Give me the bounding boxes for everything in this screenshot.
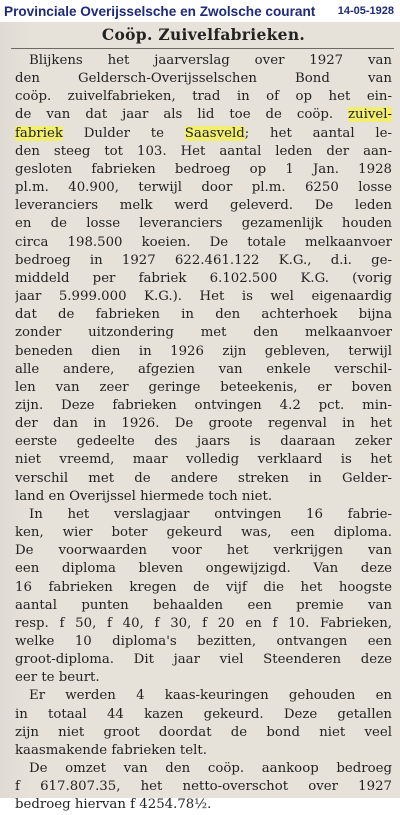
text-segment: aantal punten behaalden een premie van	[15, 597, 392, 613]
text-segment: een diploma bleven ongewijzigd. Van deze	[15, 561, 392, 577]
text-line	[15, 778, 392, 796]
highlighted-term: zuivel-	[348, 107, 392, 123]
highlighted-term: fabriek	[15, 125, 63, 141]
text-line	[15, 270, 392, 288]
text-segment: niet vreemd, maar volledig verklaard is het	[15, 452, 392, 468]
text-line	[15, 669, 392, 687]
highlighted-term: Saasveld	[184, 125, 245, 141]
newspaper-title: Provinciale Overijsselsche en Zwolsche courant	[4, 3, 316, 19]
text-line	[15, 615, 392, 633]
text-line	[15, 706, 392, 724]
text-segment: zijn. Deze fabrieken ontvingen 4.2 pct. min-	[15, 397, 392, 413]
text-line	[15, 106, 392, 124]
text-line	[15, 542, 392, 560]
text-line	[15, 524, 392, 542]
text-segment: Blijkens het jaarverslag over 1927 van	[29, 53, 392, 68]
text-line	[15, 796, 392, 814]
text-line	[15, 215, 392, 233]
article-paragraph	[15, 506, 392, 688]
text-segment: welke 10 diploma's bezitten, ontvangen een	[15, 634, 392, 649]
text-segment: ; het aantal le-	[244, 125, 392, 141]
text-line	[15, 252, 392, 270]
text-line	[15, 488, 392, 506]
text-line	[15, 343, 392, 361]
text-line	[15, 197, 392, 215]
text-line	[15, 234, 392, 252]
text-line	[15, 742, 392, 760]
text-segment: in totaal 44 kazen gekeurd. Deze getallen	[15, 706, 392, 722]
text-segment: bedroeg hiervan f 4254.78½.	[15, 797, 212, 813]
text-line	[15, 687, 392, 705]
text-line	[15, 415, 392, 433]
text-line	[15, 506, 392, 524]
text-line	[15, 361, 392, 379]
text-segment: len van zeer geringe beteekenis, er boven	[15, 379, 392, 395]
text-segment: bedroeg in 1927 622.461.122 K.G., d.i. ge-	[15, 252, 392, 268]
text-line	[15, 397, 392, 415]
text-segment: zijn niet groot doordat de bond niet veel	[15, 724, 392, 740]
text-segment: de van dat jaar als lid toe de coöp.	[15, 107, 349, 123]
headline-divider	[11, 48, 394, 49]
text-segment: beneden dien in 1926 zijn gebleven, terwijl	[15, 343, 392, 359]
text-line	[15, 579, 392, 597]
article-paragraph	[15, 52, 392, 506]
text-segment: 16 fabrieken kregen de vijf die het hoogste	[15, 579, 392, 595]
text-segment: resp. f 50, f 40, f 30, f 20 en f 10. Fabrieken,	[15, 615, 392, 631]
text-line	[15, 306, 392, 324]
article-headline: Coöp. Zuivelfabrieken.	[101, 25, 306, 44]
text-line	[15, 324, 392, 342]
text-segment: der dan in 1926. De groote regenval in het	[15, 416, 392, 432]
text-segment: eer te beurt.	[15, 670, 100, 686]
text-line	[15, 143, 392, 161]
text-segment: eerste gedeelte des jaars is daaraan zeker	[15, 434, 392, 450]
text-segment: ken, wier boter gekeurd was, een diploma.	[15, 525, 392, 541]
text-line	[15, 161, 392, 179]
text-segment: Er werden 4 kaas-keuringen gehouden en	[29, 688, 392, 704]
text-line	[15, 724, 392, 742]
text-segment: alle andere, afgezien van enkele verschil-	[15, 361, 392, 377]
text-segment: kaasmakende fabrieken telt.	[15, 742, 207, 758]
text-line	[15, 451, 392, 469]
text-segment: Dulder te	[62, 125, 185, 141]
text-line	[15, 433, 392, 451]
text-segment: jaar 5.999.000 K.G.). Het is wel eigenaardig	[15, 289, 392, 305]
text-line	[15, 560, 392, 578]
text-segment: gesloten fabrieken bedroeg op 1 Jan. 1928	[15, 161, 392, 177]
text-segment: De voorwaarden voor het verkrijgen van	[15, 543, 392, 559]
article-body	[15, 52, 392, 815]
text-segment: dat de fabrieken in den achterhoek bijna	[15, 307, 392, 323]
text-segment: f 617.807.35, het netto-overschot over 1927	[15, 779, 392, 795]
text-segment: middeld per fabriek 6.102.500 K.G. (vorig	[15, 270, 392, 286]
text-line	[15, 52, 392, 70]
text-line	[15, 651, 392, 669]
text-line	[15, 379, 392, 397]
text-line	[15, 633, 392, 651]
text-line	[15, 70, 392, 88]
article-paragraph	[15, 760, 392, 814]
newspaper-clipping	[0, 22, 400, 813]
publication-date: 14-05-1928	[337, 5, 394, 17]
text-segment: De omzet van den coöp. aankoop bedroeg	[29, 761, 392, 777]
text-line	[15, 288, 392, 306]
text-line	[15, 125, 392, 143]
text-line	[15, 88, 392, 106]
text-segment: pl.m. 40.900, terwijl door pl.m. 6250 losse	[15, 180, 392, 196]
text-segment: zonder uitzondering met den melkaanvoer	[15, 325, 392, 341]
text-line	[15, 597, 392, 615]
clipping-header	[0, 0, 400, 22]
text-segment: land en Overijssel hiermede toch niet.	[15, 488, 273, 504]
text-segment: In het verslagjaar ontvingen 16 fabrie-	[29, 506, 392, 522]
text-segment: circa 198.500 koeien. De totale melkaanvoer	[15, 234, 392, 250]
text-line	[15, 179, 392, 197]
text-segment: verschil met de andere streken in Gelder-	[15, 470, 392, 486]
text-line	[15, 760, 392, 778]
text-segment: leveranciers melk werd geleverd. De leden	[15, 198, 392, 214]
text-segment: coöp. zuivelfabrieken, trad in of op het ein-	[15, 89, 392, 105]
text-line	[15, 470, 392, 488]
text-segment: den Geldersch-Overijsselschen Bond van	[15, 71, 392, 87]
article-paragraph	[15, 687, 392, 760]
text-segment: den steeg tot 103. Het aantal leden der aan-	[15, 143, 392, 159]
text-segment: en de losse leveranciers gezamenlijk houden	[15, 216, 392, 232]
text-segment: groot-diploma. Dit jaar viel Steenderen deze	[15, 652, 392, 668]
